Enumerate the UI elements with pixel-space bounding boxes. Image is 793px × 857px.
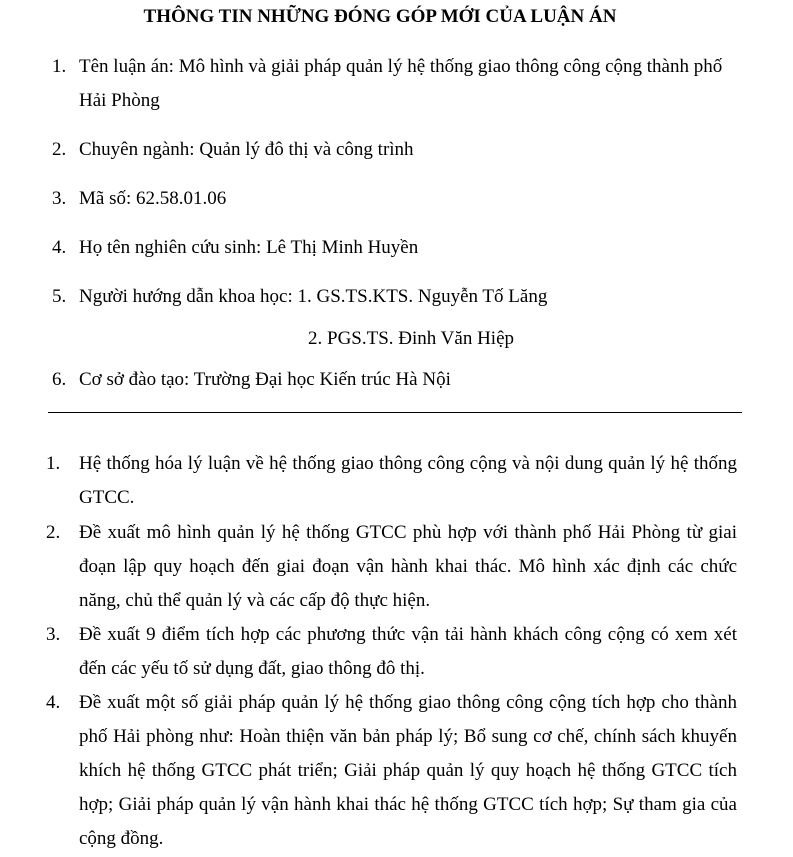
list-number: 2. bbox=[46, 522, 61, 543]
contribution-item bbox=[46, 516, 737, 618]
contribution-item bbox=[46, 447, 737, 515]
info-text: Chuyên ngành: Quản lý đô thị và công trình bbox=[79, 139, 414, 160]
contribution-item bbox=[46, 686, 737, 856]
list-number: 2. bbox=[52, 139, 67, 160]
list-number: 5. bbox=[52, 286, 67, 307]
list-number: 4. bbox=[52, 237, 67, 258]
info-item-thesis-title bbox=[52, 50, 742, 118]
info-text: Mã số: 62.58.01.06 bbox=[79, 188, 227, 209]
info-item-code bbox=[52, 182, 742, 216]
info-text: Người hướng dẫn khoa học: 1. GS.TS.KTS. Nguyễn Tố Lăng bbox=[79, 286, 548, 307]
list-number: 1. bbox=[46, 453, 61, 474]
contribution-text: Đề xuất 9 điểm tích hợp các phương thức vận tải hành khách công cộng có xem xét đến các yếu tố sử dụng đất, giao thông đô thị. bbox=[79, 624, 737, 679]
second-advisor: 2. PGS.TS. Đinh Văn Hiệp bbox=[308, 328, 515, 349]
contribution-text: Đề xuất mô hình quản lý hệ thống GTCC phù hợp với thành phố Hải Phòng từ giai đoạn lập quy hoạch đến giai đoạn vận hành khai thác. Mô hình xác định các chức năng, chủ thể quản lý và các cấp độ thực hiện. bbox=[79, 522, 737, 611]
contribution-text: Đề xuất một số giải pháp quản lý hệ thống giao thông công cộng tích hợp cho thành phố Hải phòng như: Hoàn thiện văn bản pháp lý; Bổ sung cơ chế, chính sách khuyến khích hệ thống GTCC phát triển; Giải pháp quản lý quy hoạch hệ thống GTCC tích hợp; Giải pháp quản lý vận hành khai thác hệ thống GTCC tích hợp; Sự tham gia của cộng đồng. bbox=[79, 692, 737, 849]
page-title: THÔNG TIN NHỮNG ĐÓNG GÓP MỚI CỦA LUẬN ÁN bbox=[143, 6, 617, 27]
list-number: 3. bbox=[52, 188, 67, 209]
info-text: Tên luận án: Mô hình và giải pháp quản lý hệ thống giao thông công cộng thành phố bbox=[79, 56, 723, 77]
info-item-major bbox=[52, 133, 742, 167]
list-number: 3. bbox=[46, 624, 61, 645]
info-text-continued: Hải Phòng bbox=[79, 90, 160, 111]
list-number: 6. bbox=[52, 369, 67, 390]
info-item-institution bbox=[52, 363, 742, 397]
info-item-student bbox=[52, 231, 742, 265]
list-number: 4. bbox=[46, 692, 61, 713]
info-text: Họ tên nghiên cứu sinh: Lê Thị Minh Huyền bbox=[79, 237, 419, 258]
list-number: 1. bbox=[52, 56, 67, 77]
info-text: Cơ sở đào tạo: Trường Đại học Kiến trúc Hà Nội bbox=[79, 369, 451, 390]
contribution-text: Hệ thống hóa lý luận về hệ thống giao thông công cộng và nội dung quản lý hệ thống GTCC. bbox=[79, 453, 737, 508]
contribution-item bbox=[46, 618, 737, 686]
divider bbox=[48, 412, 742, 413]
info-item-advisors bbox=[52, 280, 742, 314]
